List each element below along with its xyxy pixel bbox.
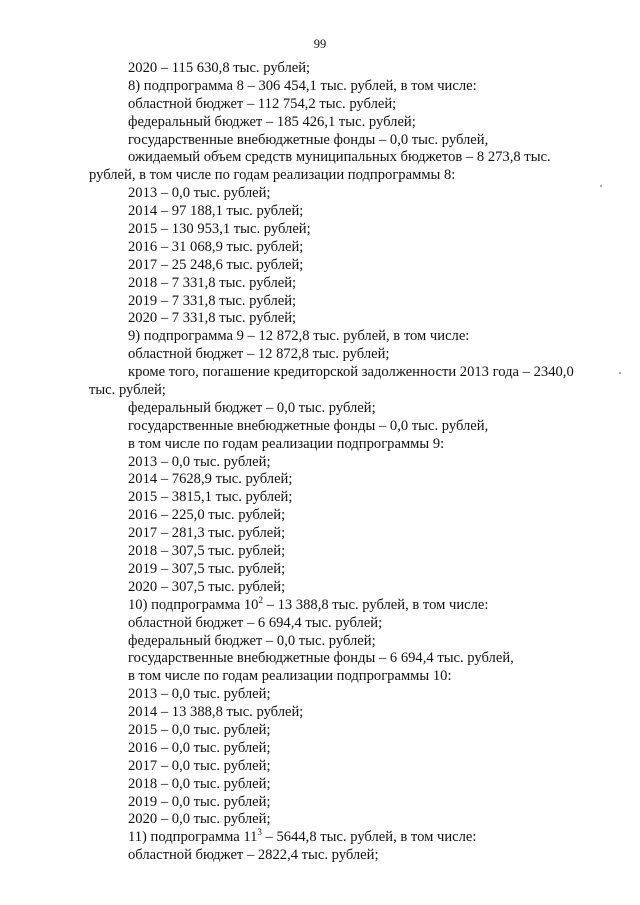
line-text: 2020 – 307,5 тыс. рублей; xyxy=(128,578,286,595)
line-text: 2016 – 31 068,9 тыс. рублей; xyxy=(128,238,304,255)
text-line xyxy=(0,78,640,96)
footnote-superscript: 2 xyxy=(258,594,263,605)
line-text: 2017 – 25 248,6 тыс. рублей; xyxy=(128,256,304,273)
line-text: 2016 – 0,0 тыс. рублей; xyxy=(128,739,271,756)
text-line xyxy=(0,221,640,239)
line-text: государственные внебюджетные фонды – 0,0 тыс. рублей, xyxy=(128,417,489,434)
line-text: 9) подпрограмма 9 – 12 872,8 тыс. рублей, в том числе: xyxy=(128,328,470,345)
line-text: областной бюджет – 12 872,8 тыс. рублей; xyxy=(128,346,390,363)
text-line xyxy=(0,507,640,525)
text-line xyxy=(0,185,640,203)
text-line xyxy=(0,275,640,293)
document-body xyxy=(0,60,640,865)
line-text: 2013 – 0,0 тыс. рублей; xyxy=(128,185,271,202)
line-text: в том числе по годам реализации подпрограммы 10: xyxy=(128,668,452,685)
text-line xyxy=(0,364,640,382)
line-text: тыс. рублей; xyxy=(89,382,166,399)
text-line xyxy=(0,400,640,418)
line-text: 2020 – 0,0 тыс. рублей; xyxy=(128,811,271,828)
line-text: 2018 – 307,5 тыс. рублей; xyxy=(128,543,286,560)
text-line xyxy=(0,96,640,114)
line-text: федеральный бюджет – 0,0 тыс. рублей; xyxy=(128,399,376,416)
line-text: 2020 – 115 630,8 тыс. рублей; xyxy=(128,60,311,76)
line-text: 2018 – 7 331,8 тыс. рублей; xyxy=(128,274,297,291)
text-line xyxy=(0,149,640,167)
line-text: 2019 – 307,5 тыс. рублей; xyxy=(128,560,286,577)
text-line xyxy=(0,328,640,346)
line-text: 10) подпрограмма 10 xyxy=(128,596,259,613)
text-line xyxy=(0,471,640,489)
footnote-superscript: 3 xyxy=(257,827,262,838)
text-line xyxy=(0,811,640,829)
text-line xyxy=(0,740,640,758)
text-line xyxy=(0,668,640,686)
text-line xyxy=(0,543,640,561)
text-line xyxy=(0,615,640,633)
text-line xyxy=(0,203,640,221)
text-line xyxy=(0,829,640,847)
text-line xyxy=(0,167,640,185)
text-line xyxy=(0,594,640,615)
line-text: государственные внебюджетные фонды – 0,0 тыс. рублей, xyxy=(128,131,489,148)
text-line xyxy=(0,132,640,150)
line-text: 2019 – 0,0 тыс. рублей; xyxy=(128,793,271,810)
text-line xyxy=(0,257,640,275)
line-text: 2013 – 0,0 тыс. рублей; xyxy=(128,686,271,703)
line-text: областной бюджет – 112 754,2 тыс. рублей; xyxy=(128,95,397,112)
line-text: 2015 – 0,0 тыс. рублей; xyxy=(128,721,271,738)
line-text: 2017 – 0,0 тыс. рублей; xyxy=(128,757,271,774)
line-text: 2015 – 3815,1 тыс. рублей; xyxy=(128,489,293,506)
text-line xyxy=(0,418,640,436)
line-text: ожидаемый объем средств муниципальных бюджетов – 8 273,8 тыс. xyxy=(128,149,551,166)
line-text: государственные внебюджетные фонды – 6 694,4 тыс. рублей, xyxy=(128,650,514,667)
text-line xyxy=(0,454,640,472)
text-line xyxy=(0,114,640,132)
scan-speck xyxy=(619,372,621,374)
line-text: 2017 – 281,3 тыс. рублей; xyxy=(128,525,286,542)
text-line xyxy=(0,310,640,328)
text-line xyxy=(0,525,640,543)
page-number: 99 xyxy=(313,37,327,51)
line-text: 2016 – 225,0 тыс. рублей; xyxy=(128,507,286,524)
text-line xyxy=(0,633,640,651)
line-text: федеральный бюджет – 185 426,1 тыс. рублей; xyxy=(128,113,416,130)
text-line xyxy=(0,579,640,597)
scan-speck xyxy=(600,185,602,187)
line-text: 2014 – 13 388,8 тыс. рублей; xyxy=(128,704,304,721)
line-text: в том числе по годам реализации подпрограммы 9: xyxy=(128,435,445,452)
line-text: 11) подпрограмма 11 xyxy=(128,829,258,846)
line-text: 2018 – 0,0 тыс. рублей; xyxy=(128,775,271,792)
line-text-continued: – 13 388,8 тыс. рублей, в том числе: xyxy=(262,596,489,613)
text-line xyxy=(0,239,640,257)
line-text: 2013 – 0,0 тыс. рублей; xyxy=(128,453,271,470)
line-text: областной бюджет – 6 694,4 тыс. рублей; xyxy=(128,614,383,631)
line-text: 2014 – 7628,9 тыс. рублей; xyxy=(128,471,293,488)
text-line xyxy=(0,650,640,668)
text-line xyxy=(0,489,640,507)
text-line xyxy=(0,776,640,794)
line-text: федеральный бюджет – 0,0 тыс. рублей; xyxy=(128,632,376,649)
line-text: 8) подпрограмма 8 – 306 454,1 тыс. рублей, в том числе: xyxy=(128,77,477,94)
line-text: областной бюджет – 2822,4 тыс. рублей; xyxy=(128,847,379,864)
line-text: 2015 – 130 953,1 тыс. рублей; xyxy=(128,221,311,238)
line-text: кроме того, погашение кредиторской задолженности 2013 года – 2340,0 xyxy=(128,364,574,381)
text-line xyxy=(0,758,640,776)
text-line xyxy=(0,346,640,364)
text-line xyxy=(0,60,640,78)
line-text: 2019 – 7 331,8 тыс. рублей; xyxy=(128,292,297,309)
line-text: 2020 – 7 331,8 тыс. рублей; xyxy=(128,310,297,327)
text-line xyxy=(0,847,640,865)
text-line xyxy=(0,293,640,311)
text-line xyxy=(0,794,640,812)
line-text: 2014 – 97 188,1 тыс. рублей; xyxy=(128,203,304,220)
line-text-continued: – 5644,8 тыс. рублей, в том числе: xyxy=(261,829,477,846)
text-line xyxy=(0,382,640,400)
text-line xyxy=(0,722,640,740)
text-line xyxy=(0,686,640,704)
line-text: рублей, в том числе по годам реализации подпрограммы 8: xyxy=(89,167,456,184)
text-line xyxy=(0,704,640,722)
text-line xyxy=(0,561,640,579)
text-line xyxy=(0,436,640,454)
